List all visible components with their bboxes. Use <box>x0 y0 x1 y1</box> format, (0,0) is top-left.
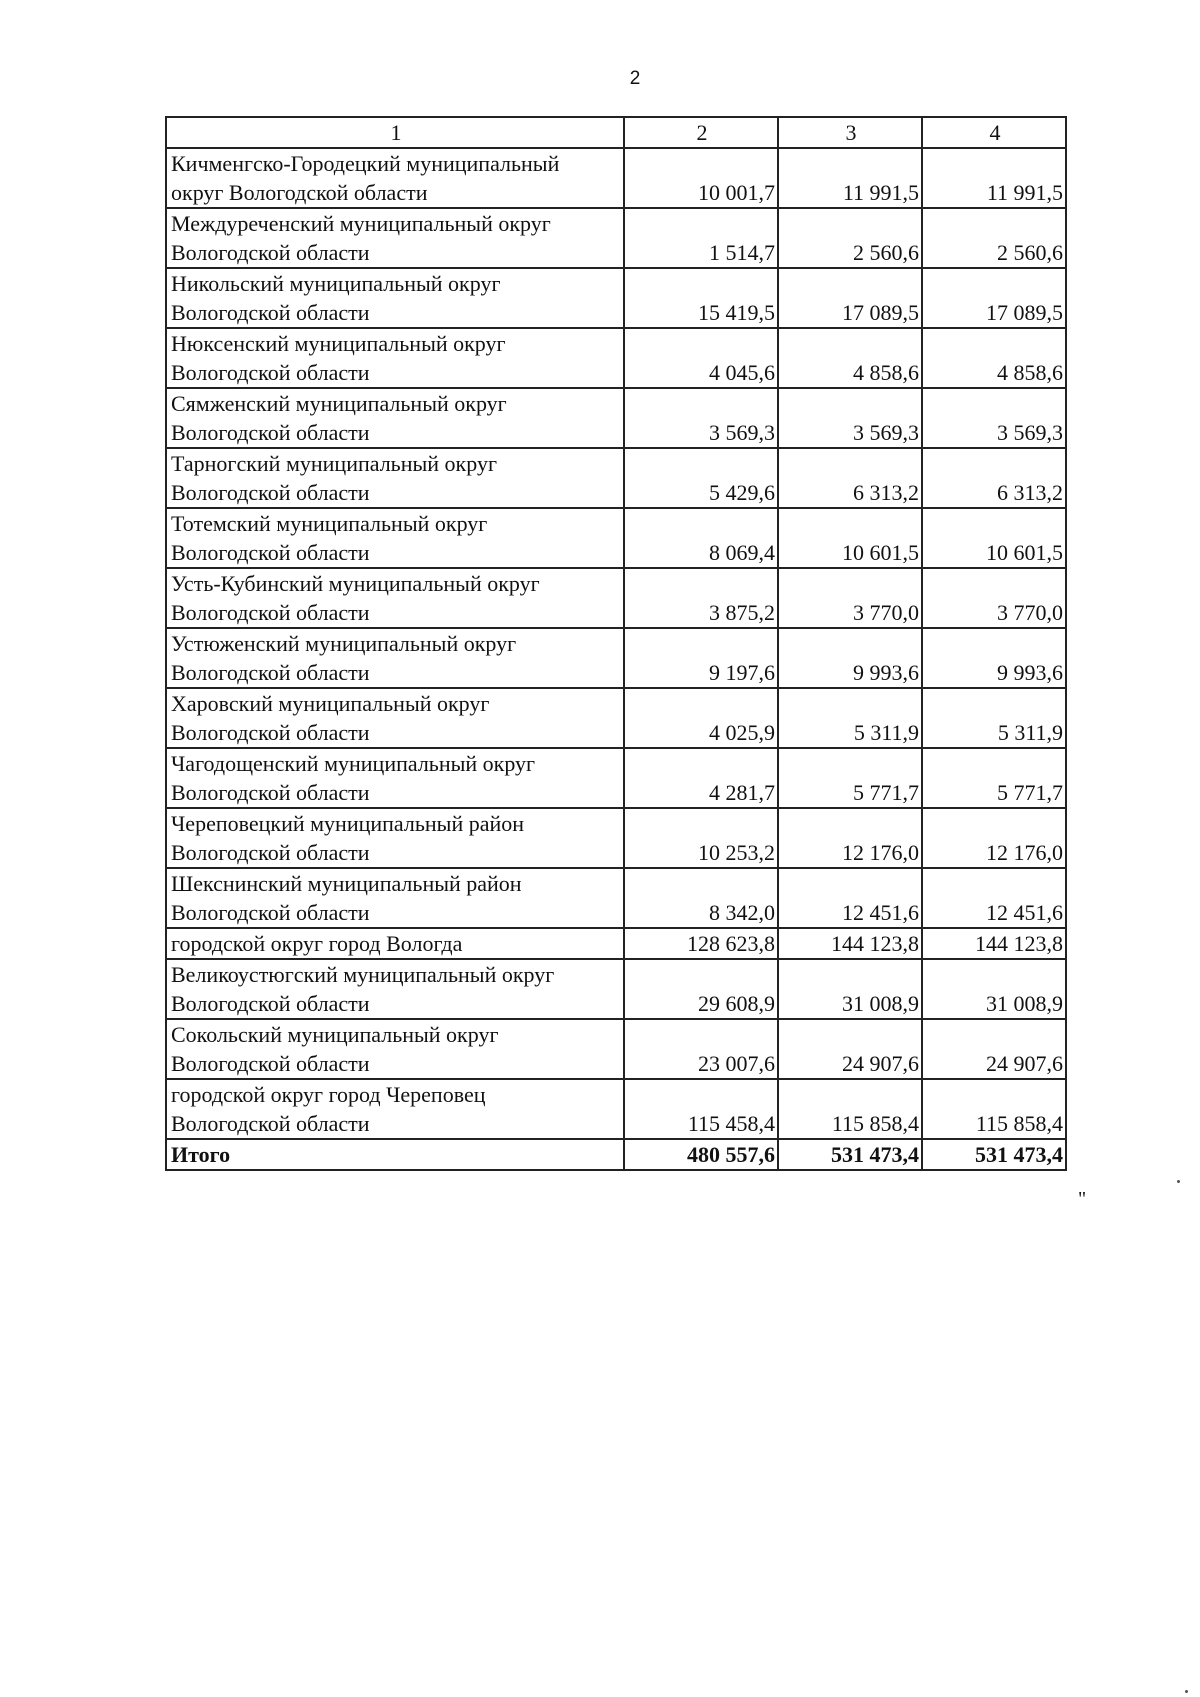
value-col4-cell: 6 313,2 <box>922 448 1066 508</box>
value-col3-cell: 24 907,6 <box>778 1019 922 1079</box>
municipality-name-cell: Усть-Кубинский муниципальный округ Вологодской области <box>166 568 624 628</box>
total-value-col2: 480 557,6 <box>624 1139 778 1170</box>
value-col4-cell: 11 991,5 <box>922 148 1066 208</box>
value-col4-cell: 12 451,6 <box>922 868 1066 928</box>
value-col3-cell: 11 991,5 <box>778 148 922 208</box>
value-col4-cell: 31 008,9 <box>922 959 1066 1019</box>
value-col4-cell: 3 770,0 <box>922 568 1066 628</box>
value-col3-cell: 115 858,4 <box>778 1079 922 1139</box>
value-col3-cell: 9 993,6 <box>778 628 922 688</box>
municipality-name-cell: городской округ город Вологда <box>166 928 624 959</box>
value-col4-cell: 2 560,6 <box>922 208 1066 268</box>
value-col2-cell: 10 253,2 <box>624 808 778 868</box>
table-row <box>166 688 1066 748</box>
table-row <box>166 959 1066 1019</box>
value-col2-cell: 115 458,4 <box>624 1079 778 1139</box>
total-label: Итого <box>166 1139 624 1170</box>
scan-speck <box>1185 1690 1188 1693</box>
municipality-name-cell: Нюксенский муниципальный округ Вологодской области <box>166 328 624 388</box>
scan-speck <box>1177 1180 1180 1183</box>
value-col2-cell: 8 342,0 <box>624 868 778 928</box>
value-col2-cell: 128 623,8 <box>624 928 778 959</box>
column-header-1: 1 <box>166 117 624 148</box>
value-col3-cell: 5 771,7 <box>778 748 922 808</box>
value-col3-cell: 6 313,2 <box>778 448 922 508</box>
municipality-name-cell: Междуреченский муниципальный округ Вологодской области <box>166 208 624 268</box>
value-col3-cell: 31 008,9 <box>778 959 922 1019</box>
value-col3-cell: 3 770,0 <box>778 568 922 628</box>
value-col2-cell: 8 069,4 <box>624 508 778 568</box>
value-col3-cell: 12 176,0 <box>778 808 922 868</box>
value-col2-cell: 4 025,9 <box>624 688 778 748</box>
value-col3-cell: 12 451,6 <box>778 868 922 928</box>
value-col2-cell: 1 514,7 <box>624 208 778 268</box>
page-number: 2 <box>629 68 641 89</box>
table-row <box>166 928 1066 959</box>
municipality-name-cell: Тарногский муниципальный округ Вологодской области <box>166 448 624 508</box>
value-col4-cell: 4 858,6 <box>922 328 1066 388</box>
allocation-table <box>165 116 1067 1171</box>
value-col3-cell: 4 858,6 <box>778 328 922 388</box>
table-row <box>166 628 1066 688</box>
value-col4-cell: 144 123,8 <box>922 928 1066 959</box>
value-col2-cell: 23 007,6 <box>624 1019 778 1079</box>
table-row <box>166 508 1066 568</box>
value-col4-cell: 115 858,4 <box>922 1079 1066 1139</box>
table-row <box>166 568 1066 628</box>
value-col2-cell: 10 001,7 <box>624 148 778 208</box>
allocation-table-container <box>165 116 1067 1171</box>
value-col3-cell: 10 601,5 <box>778 508 922 568</box>
municipality-name-cell: Шекснинский муниципальный район Вологодской области <box>166 868 624 928</box>
table-row <box>166 868 1066 928</box>
municipality-name-cell: Харовский муниципальный округ Вологодской области <box>166 688 624 748</box>
table-row <box>166 1019 1066 1079</box>
column-number-header-row <box>166 117 1066 148</box>
total-value-col3: 531 473,4 <box>778 1139 922 1170</box>
municipality-name-cell: Устюженский муниципальный округ Вологодской области <box>166 628 624 688</box>
municipality-name-cell: Тотемский муниципальный округ Вологодской области <box>166 508 624 568</box>
municipality-name-cell: Сямженский муниципальный округ Вологодской области <box>166 388 624 448</box>
table-row <box>166 148 1066 208</box>
table-row <box>166 748 1066 808</box>
value-col2-cell: 29 608,9 <box>624 959 778 1019</box>
table-row <box>166 448 1066 508</box>
value-col2-cell: 9 197,6 <box>624 628 778 688</box>
value-col2-cell: 15 419,5 <box>624 268 778 328</box>
table-row <box>166 208 1066 268</box>
value-col4-cell: 17 089,5 <box>922 268 1066 328</box>
total-row <box>166 1139 1066 1170</box>
value-col3-cell: 144 123,8 <box>778 928 922 959</box>
municipality-name-cell: Череповецкий муниципальный район Вологодской области <box>166 808 624 868</box>
value-col4-cell: 9 993,6 <box>922 628 1066 688</box>
municipality-name-cell: Сокольский муниципальный округ Вологодской области <box>166 1019 624 1079</box>
table-body <box>166 148 1066 1139</box>
municipality-name-cell: Великоустюгский муниципальный округ Вологодской области <box>166 959 624 1019</box>
value-col3-cell: 17 089,5 <box>778 268 922 328</box>
municipality-name-cell: Никольский муниципальный округ Вологодской области <box>166 268 624 328</box>
closing-quotation-mark: " <box>1078 1188 1087 1210</box>
table-row <box>166 268 1066 328</box>
value-col2-cell: 5 429,6 <box>624 448 778 508</box>
value-col3-cell: 2 560,6 <box>778 208 922 268</box>
municipality-name-cell: Кичменгско-Городецкий муниципальный округ Вологодской области <box>166 148 624 208</box>
table-row <box>166 388 1066 448</box>
column-header-4: 4 <box>922 117 1066 148</box>
value-col4-cell: 3 569,3 <box>922 388 1066 448</box>
value-col2-cell: 3 569,3 <box>624 388 778 448</box>
municipality-name-cell: городской округ город Череповец Вологодской области <box>166 1079 624 1139</box>
column-header-3: 3 <box>778 117 922 148</box>
value-col2-cell: 3 875,2 <box>624 568 778 628</box>
value-col3-cell: 3 569,3 <box>778 388 922 448</box>
value-col4-cell: 5 771,7 <box>922 748 1066 808</box>
table-row <box>166 328 1066 388</box>
value-col4-cell: 5 311,9 <box>922 688 1066 748</box>
column-header-2: 2 <box>624 117 778 148</box>
value-col2-cell: 4 045,6 <box>624 328 778 388</box>
table-row <box>166 1079 1066 1139</box>
value-col4-cell: 10 601,5 <box>922 508 1066 568</box>
municipality-name-cell: Чагодощенский муниципальный округ Вологодской области <box>166 748 624 808</box>
value-col4-cell: 12 176,0 <box>922 808 1066 868</box>
table-row <box>166 808 1066 868</box>
value-col3-cell: 5 311,9 <box>778 688 922 748</box>
total-value-col4: 531 473,4 <box>922 1139 1066 1170</box>
value-col2-cell: 4 281,7 <box>624 748 778 808</box>
value-col4-cell: 24 907,6 <box>922 1019 1066 1079</box>
